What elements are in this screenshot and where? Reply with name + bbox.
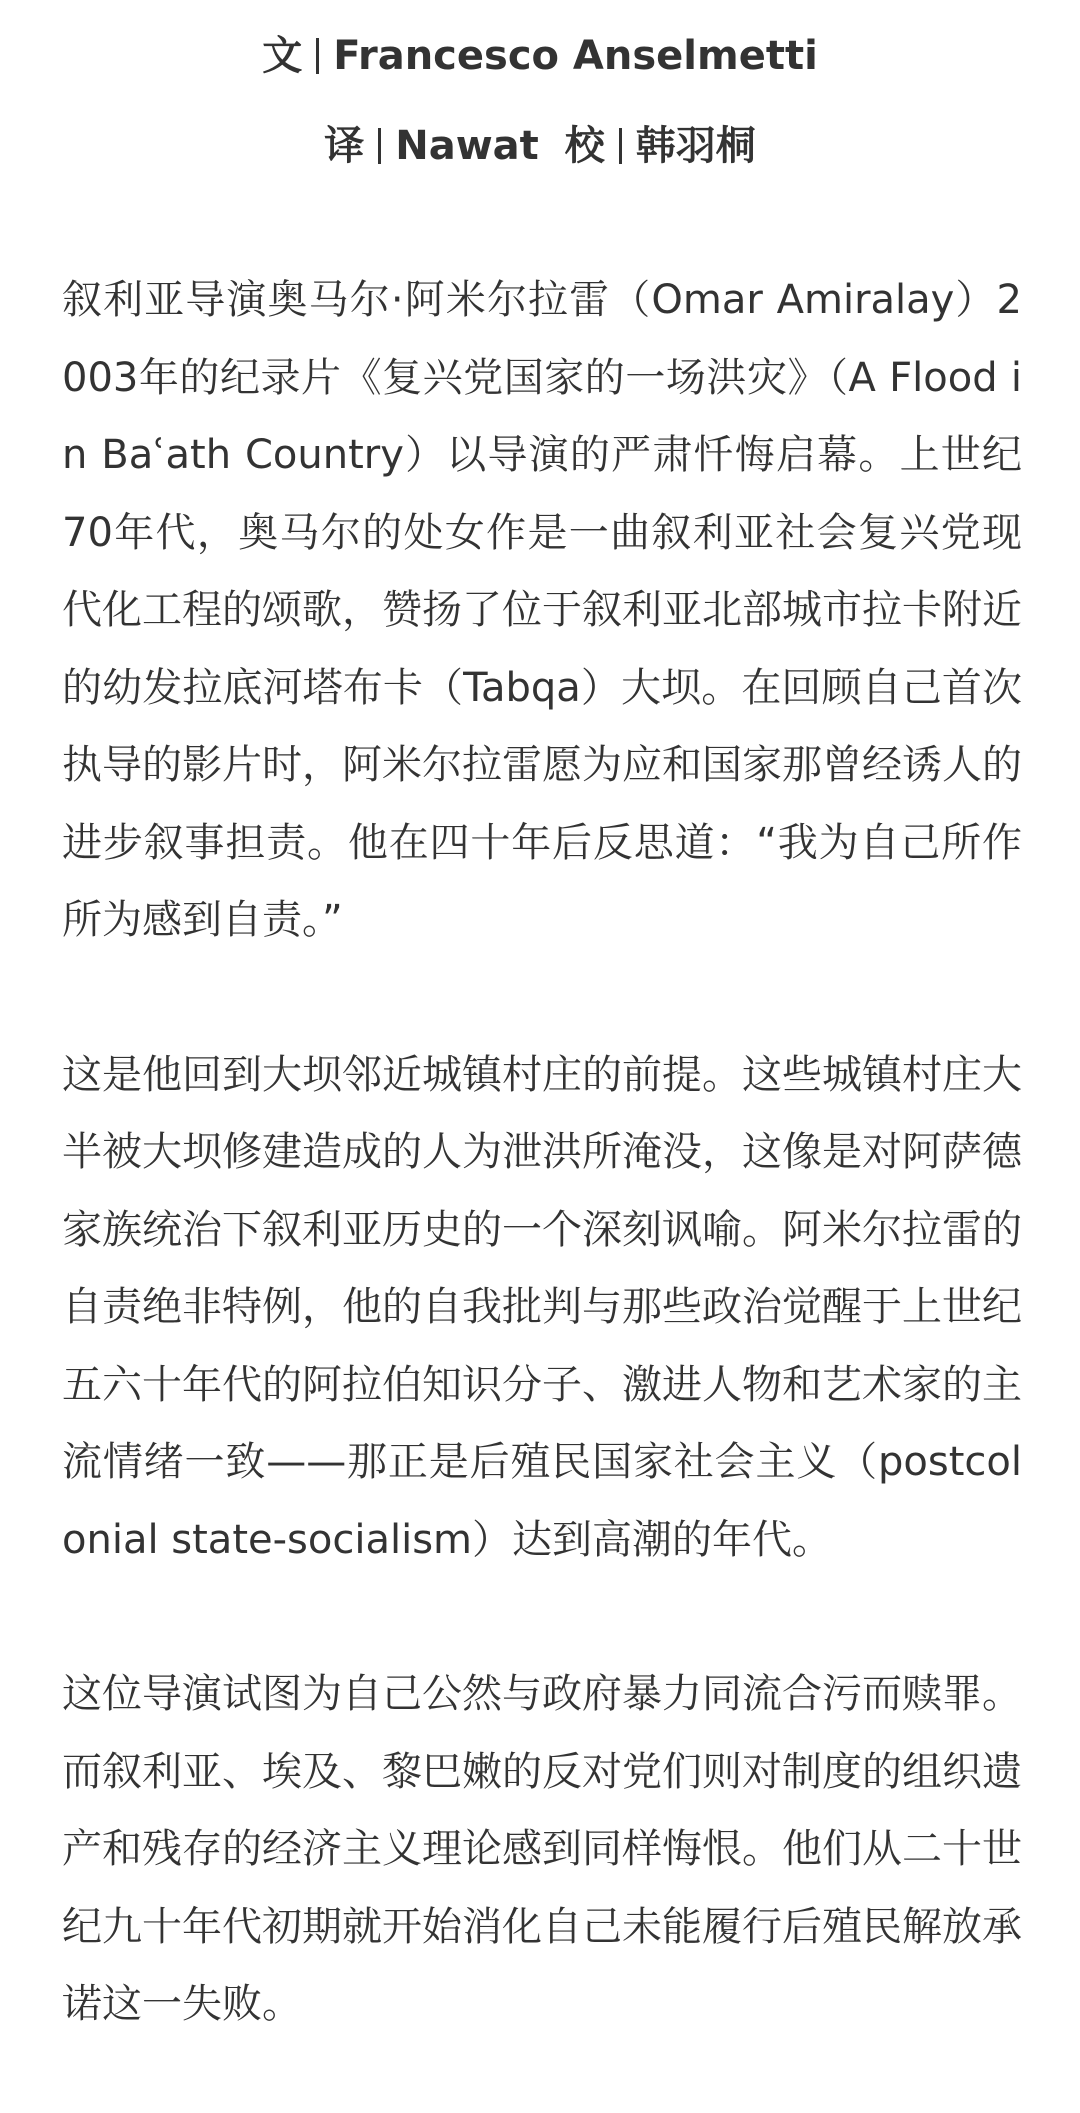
credit-separator — [619, 128, 622, 164]
translator-credit — [0, 118, 1080, 174]
proofreader-prefix: 校 — [564, 123, 605, 169]
author-credit — [0, 28, 1080, 84]
author-prefix: 文 — [262, 33, 303, 79]
credit-separator — [316, 38, 319, 74]
translator-name: Nawat — [395, 123, 539, 169]
author-name: Francesco Anselmetti — [333, 33, 818, 79]
paragraph-3: 这位导演试图为自己公然与政府暴力同流合污而赎罪。而叙利亚、埃及、黎巴嫩的反对党们则对制度的组织遗产和残存的经济主义理论感到同样悔恨。他们从二十世纪九十年代初期就开始消化自己未能履行后殖民解放承诺这一失败。 — [62, 1671, 1022, 2027]
translator-prefix: 译 — [324, 123, 365, 169]
paragraph-2: 这是他回到大坝邻近城镇村庄的前提。这些城镇村庄大半被大坝修建造成的人为泄洪所淹没，这像是对阿萨德家族统治下叙利亚历史的一个深刻讽喻。阿米尔拉雷的自责绝非特例，他的自我批判与那些政治觉醒于上世纪五六十年代的阿拉伯知识分子、激进人物和艺术家的主流情绪一致——那正是后殖民国家社会主义（postcolonial state-socialism）达到高潮的年代。 — [62, 1051, 1022, 1563]
paragraph-1: 叙利亚导演奥马尔·阿米尔拉雷（Omar Amiralay）2003年的纪录片《复兴党国家的一场洪灾》（A Flood in Baʿath Country）以导演的严肃忏悔启幕。上世纪70年代，奥马尔的处女作是一曲叙利亚社会复兴党现代化工程的颂歌，赞扬了位于叙利亚北部城市拉卡附近的幼发拉底河塔布卡（Tabqa）大坝。在回顾自己首次执导的影片时，阿米尔拉雷愿为应和国家那曾经诱人的进步叙事担责。他在四十年后反思道：“我为自己所作所为感到自责。” — [62, 277, 1022, 943]
credit-separator — [378, 128, 381, 164]
proofreader-name: 韩羽桐 — [635, 123, 756, 169]
article-body — [62, 262, 1022, 2044]
